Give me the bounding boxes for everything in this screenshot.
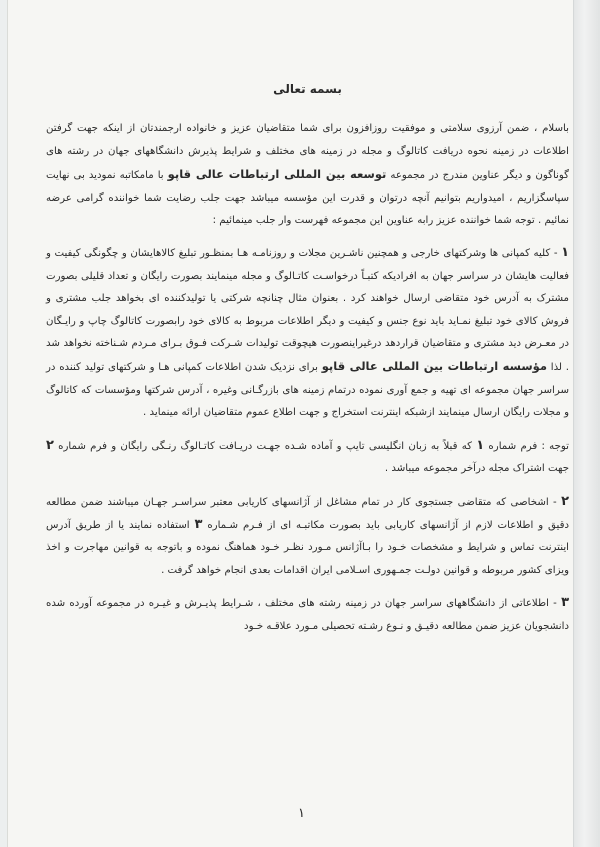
paragraph-intro [46, 118, 569, 232]
letter-title: بسمه تعالی [273, 82, 342, 96]
paper-sheet [8, 0, 574, 847]
paragraph-3-text: - اطلاعاتی از دانشگاههای سراسر جهان در زمینه رشته های مختلف ، شـرایط پذیـرش و غیـره در مجموعه آورده شده دانشجویان عزیز ضمن مطالعه دقیـق و نـوع رشـته تحصیلی مـورد علاقـه خـود [46, 598, 569, 632]
paragraph-2-text: - اشخاصی که متقاضی جستجوی کار در تمام مشاغل از آژانسهای کاریابی معتبر سراسـر جهـان میباشند ضمن مطالعه دقیق و اطلاعات لازم از آژانسهای کاریابی باید بصورت مکاتبـه ای از فـرم شـماره [46, 496, 569, 531]
paragraph-intro-text: باسلام ، ضمن آرزوی سلامتی و موفقیت روزافزون برای شما متقاضیان عزیز و خانواده ارجمندتان از اینکه جهت گرفتن اطلاعات در زمینه نحوه دریافت کاتالوگ و مجله در زمینه های مختلف و شرایط پذیرش دانشگاههای جهان در رشته های گوناگون و دیگر عناوین مندرج در مجموعه [46, 123, 569, 182]
institute-name: مؤسسه ارتباطات بین المللی عالی قاپو [321, 359, 548, 374]
paragraph-intro-text-end: با مامکاتبه نمودید بی نهایت سپاسگزاریم ، امیدواریم بتوانیم آنچه درتوان و قدرت این مؤسسه میباشد جهت جلب رضایت شما خواننده گرامی عرضه نمائیم . توجه شما خواننده عزیز رابه عناوین این مجموعه فهرست وار جلب مینمائیم : [46, 170, 569, 227]
item-number: ۳ [561, 595, 569, 611]
page-number: ۱ [298, 806, 305, 821]
note-text: توجه : فرم شماره [484, 440, 569, 452]
form-number: ۳ [194, 516, 203, 532]
page-edge-shadow [573, 0, 600, 847]
paragraph-1-text: - کلیه کمپانی ها وشرکتهای خارجی و همچنین ناشـرین مجلات و روزنامـه هـا بمنظـور تبلیغ کالاهایشان و چگونگی کیفیت و فعالیت هایشان در سراسر جهان به افرادیکه کتبـاً درخواسـت کاتـالوگ و مجله مینمایند بصورت رایگان و تعداد قلیلی بصورت مشترک به آدرس خود متقاضی ارسال خواهند کرد . بعنوان مثال چنانچه شرکتی یا تولیدکننده ای بخواهد جلب مشتری و فروش کالای خود تبلیغ نمـاید باید نوع جنس و کیفیت و دیگر اطلاعات مربوط به کالای خود رابصورت کاتالوگ چاپ و رایـگان در معـرض دید مشتری و متقاضیان قراردهد درغیراینصورت هیچوقت تولیدات شـرکت فـوق بـرای مـردم شـناخته نخواهد شد . لذا [46, 248, 570, 374]
form-number: ۱ [476, 437, 485, 453]
note-text-end: جهت اشتراک مجله درآخر مجموعه میباشد . [384, 463, 569, 475]
paragraph-3 [46, 592, 569, 638]
item-number: ۱ [561, 245, 569, 261]
item-number: ۲ [561, 493, 569, 509]
paragraph-2-text-end: استفاده نمایند یا از طریق آدرس اینترنت تماس و شرایط و مشخصات خـود را بـاآژانس مـورد نظـر خـود هماهنگ نموده و باتوجه به قوانین مهاجرت و اخذ ویزای کشور مربوطه و قوانین دولـت جمـهوری اسـلامی ایران اقدامات بعدی انجام خواهد گرفت . [46, 519, 569, 576]
paragraph-2 [46, 491, 569, 583]
paragraph-note [46, 435, 569, 481]
institute-name: توسعه بین المللی ارتباطات عالی قاپو [167, 167, 387, 182]
letter-body [46, 70, 569, 644]
note-text-mid: که قبلاً به زبان انگلیسی تایپ و آماده شـده جهـت دریـافت کاتـالوگ رنـگی رایگان و فرم شماره [53, 440, 477, 452]
paragraph-1-text-end: برای نزدیک شدن اطلاعات کمپانی هـا و شرکتهای تولید کننده در سراسر جهان مجموعه ای تهیه و جمع آوری نموده درتمام زمینه های بازرگـانی وغیره ، آدرس شرکتها ومؤسسات که کاتالوگ و مجلات رایگان ارسال مینمایند ازشبکه اینترنت استخراج و جهت اطلاع عموم متقاضیان ارائه مینماید . [46, 362, 569, 419]
paragraph-1 [46, 242, 569, 424]
form-number: ۲ [46, 437, 54, 453]
